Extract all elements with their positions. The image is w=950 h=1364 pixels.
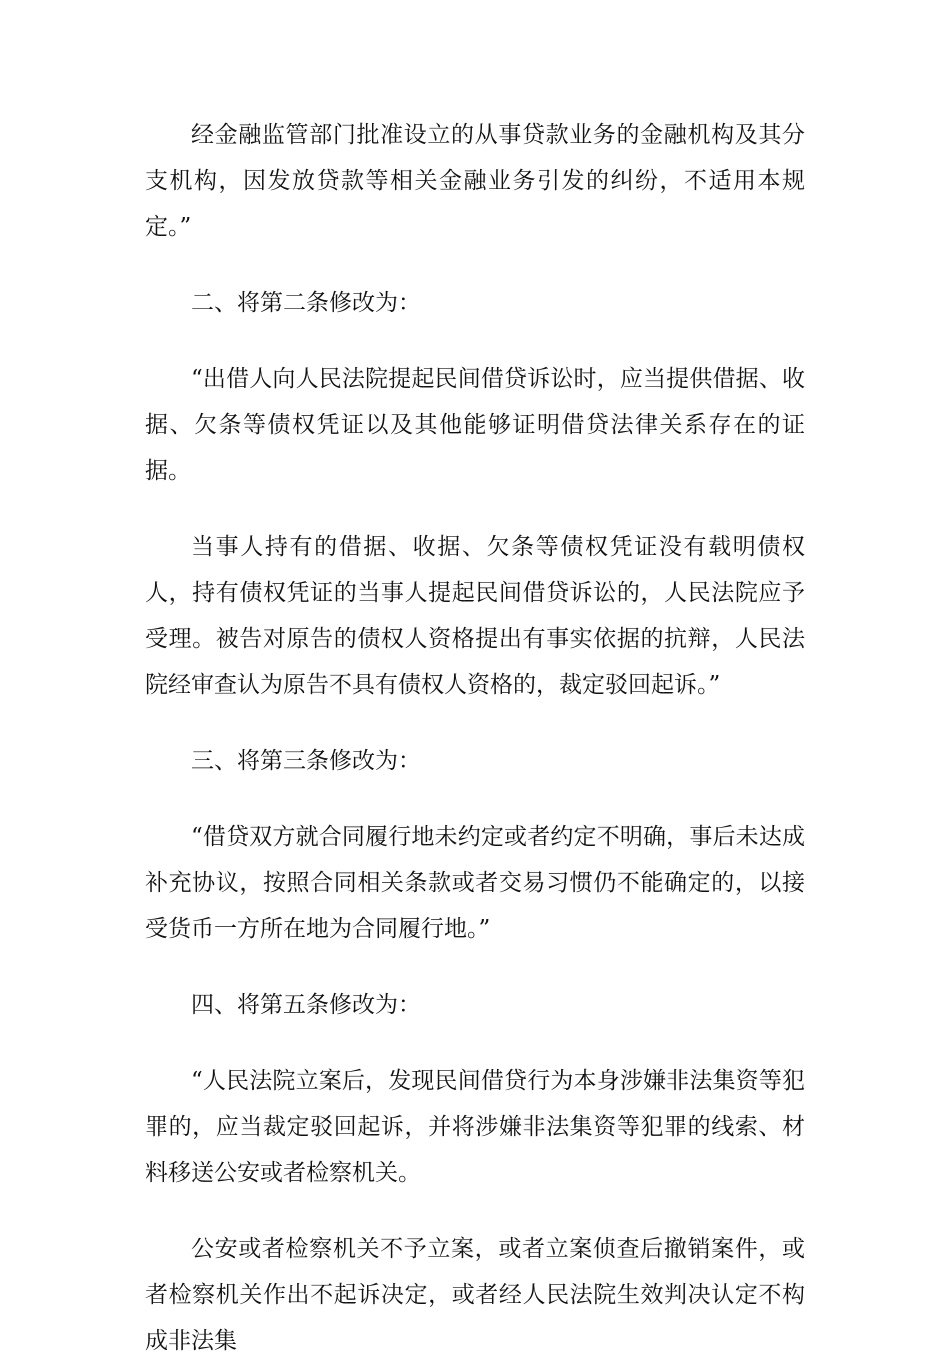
paragraph-9: 公安或者检察机关不予立案，或者立案侦查后撤销案件，或者检察机关作出不起诉决定，或者经人民法院生效判决认定不构成非法集 (145, 1236, 805, 1354)
paragraph-3: “出借人向人民法院提起民间借贷诉讼时，应当提供借据、收据、欠条等债权凭证以及其他能够证明借贷法律关系存在的证据。 (145, 366, 805, 484)
paragraph-5-heading: 三、将第三条修改为： (191, 748, 421, 774)
paragraph-6: “借贷双方就合同履行地未约定或者约定不明确，事后未达成补充协议，按照合同相关条款或者交易习惯仍不能确定的，以接受货币一方所在地为合同履行地。” (145, 824, 805, 942)
paragraph-2-heading: 二、将第二条修改为： (191, 290, 421, 316)
paragraph-1: 经金融监管部门批准设立的从事贷款业务的金融机构及其分支机构，因发放贷款等相关金融业务引发的纠纷，不适用本规定。” (145, 122, 805, 240)
paragraph-4: 当事人持有的借据、收据、欠条等债权凭证没有载明债权人，持有债权凭证的当事人提起民间借贷诉讼的，人民法院应予受理。被告对原告的债权人资格提出有事实依据的抗辩，人民法院经审查认为原告不具有债权人资格的，裁定驳回起诉。” (145, 534, 805, 698)
paragraph-8: “人民法院立案后，发现民间借贷行为本身涉嫌非法集资等犯罪的，应当裁定驳回起诉，并将涉嫌非法集资等犯罪的线索、材料移送公安或者检察机关。 (145, 1068, 805, 1186)
document-body (145, 112, 805, 1364)
paragraph-7-heading: 四、将第五条修改为： (191, 992, 421, 1018)
